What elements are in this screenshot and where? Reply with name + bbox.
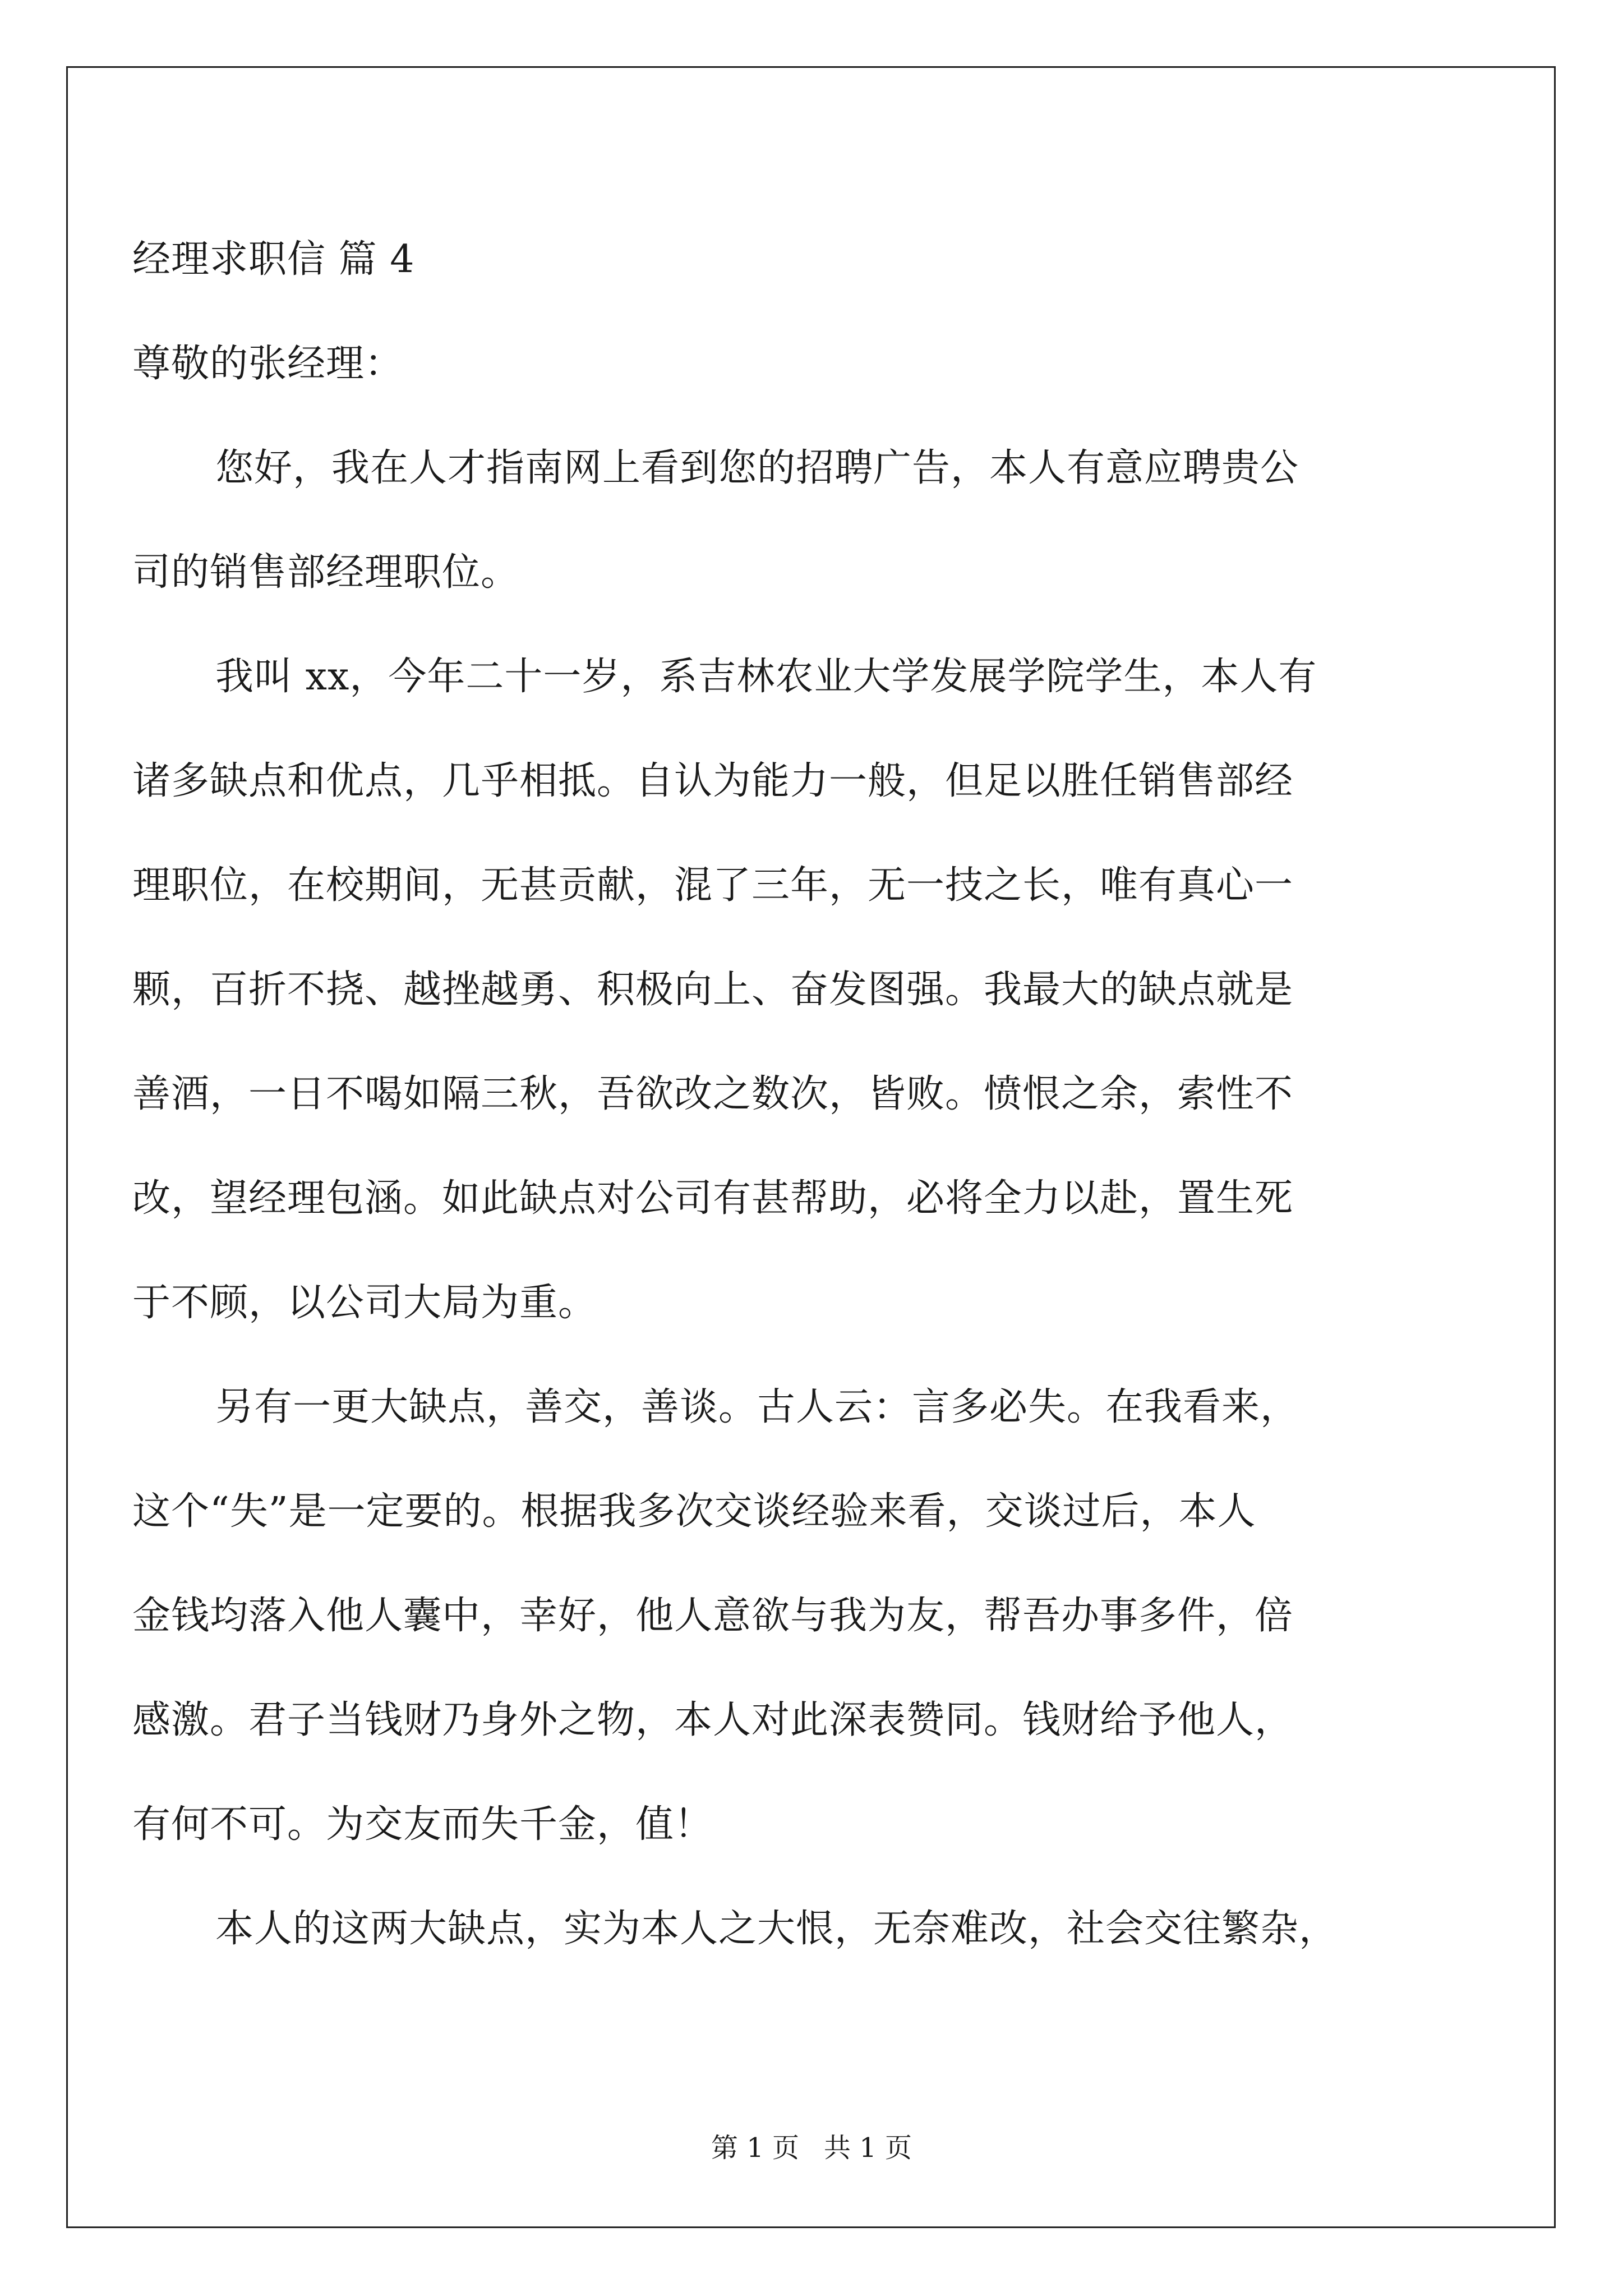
text-line: 您好，我在人才指南网上看到您的招聘广告，本人有意应聘贵公 <box>215 446 1299 490</box>
letter-text <box>132 416 1439 1981</box>
text-line: 改，望经理包涵。如此缺点对公司有甚帮助，必将全力以赴，置生死 <box>132 1176 1294 1221</box>
salutation: 尊敬的张经理： <box>132 342 404 386</box>
text-line: 于不顾，以公司大局为重。 <box>132 1281 597 1325</box>
document-body <box>132 208 1439 1981</box>
text-line: 本人的这两大缺点，实为本人之大恨，无奈难改，社会交往繁杂， <box>215 1907 1338 1951</box>
text-line: 司的销售部经理职位。 <box>132 550 520 595</box>
text-line: 理职位，在校期间，无甚贡献，混了三年，无一技之长，唯有真心一 <box>132 863 1294 908</box>
page-number: 第 1 页 <box>711 2132 799 2164</box>
text-line: 有何不可。为交友而失千金，值！ <box>132 1802 713 1847</box>
page-total: 共 1 页 <box>824 2132 912 2164</box>
text-line: 善酒，一日不喝如隔三秋，吾欲改之数次，皆败。愤恨之余，索性不 <box>132 1072 1294 1116</box>
text-line: 另有一更大缺点，善交，善谈。古人云：言多必失。在我看来， <box>215 1385 1299 1429</box>
text-line: 诸多缺点和优点，几乎相抵。自认为能力一般，但足以胜任销售部经 <box>132 759 1294 803</box>
text-line: 我叫 xx，今年二十一岁，系吉林农业大学发展学院学生，本人有 <box>215 655 1317 699</box>
text-line: 感激。君子当钱财乃身外之物，本人对此深表赞同。钱财给予他人， <box>132 1698 1294 1742</box>
text-line: 这个“失”是一定要的。根据我多次交谈经验来看，交谈过后，本人 <box>132 1489 1256 1534</box>
page-footer <box>0 2126 1623 2165</box>
document-title: 经理求职信 篇 4 <box>132 237 415 282</box>
text-line: 金钱均落入他人囊中，幸好，他人意欲与我为友，帮吾办事多件，倍 <box>132 1594 1294 1638</box>
text-line: 颗，百折不挠、越挫越勇、积极向上、奋发图强。我最大的缺点就是 <box>132 968 1294 1012</box>
